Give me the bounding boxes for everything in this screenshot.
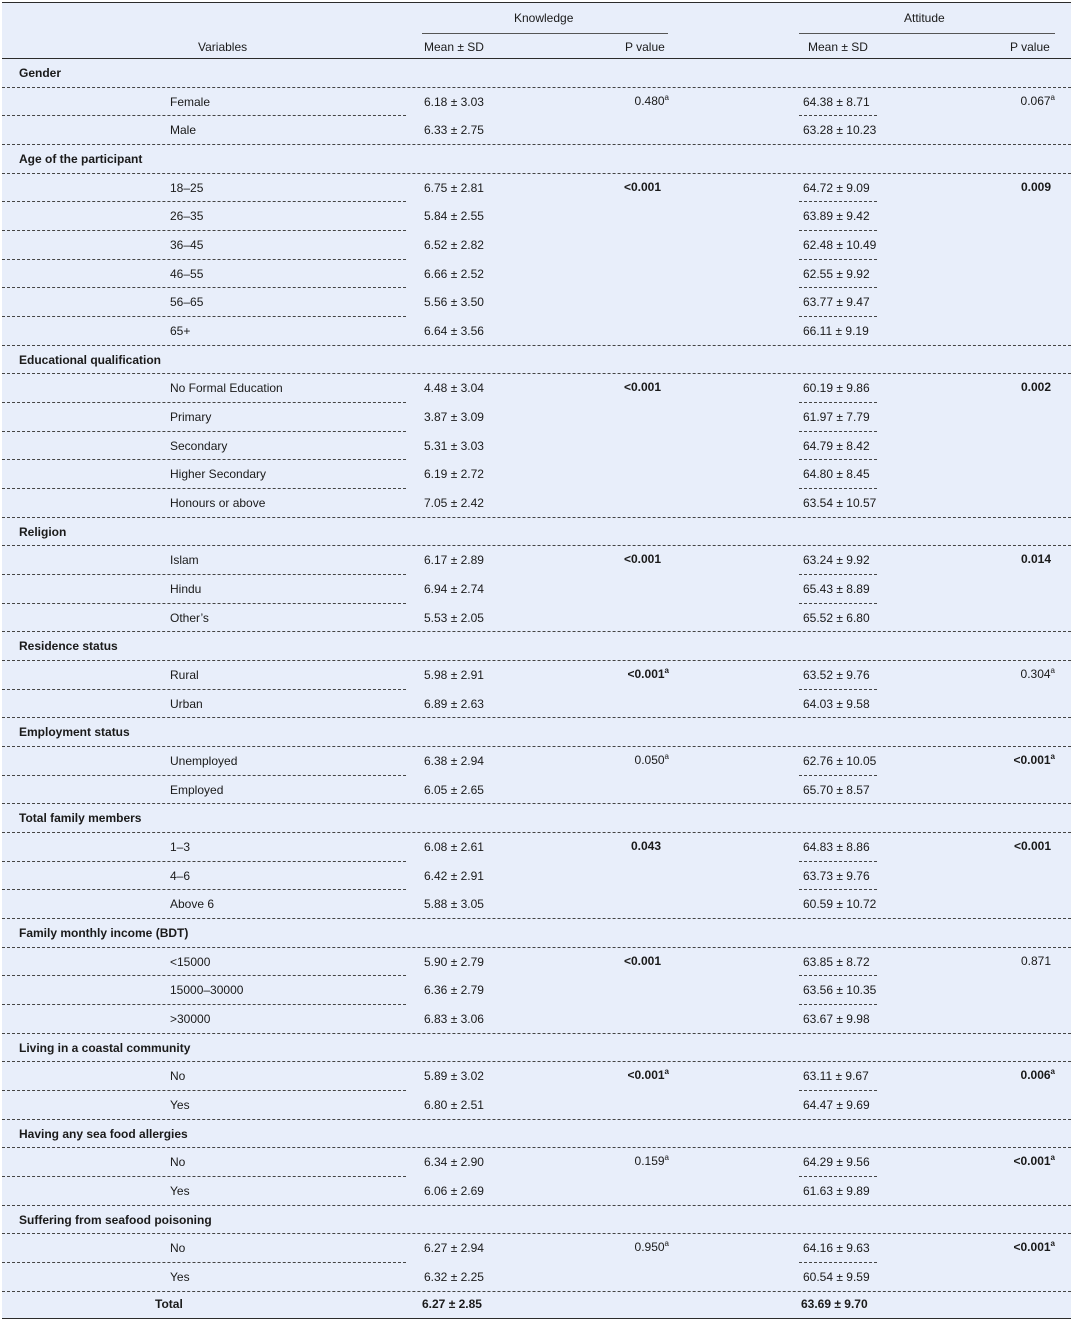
row-label: Urban [170,696,203,711]
knowledge-p-value-footnote: a [664,1239,669,1249]
attitude-p-value-text: <0.001 [1013,1154,1051,1169]
attitude-mean-sd: 63.89 ± 9.42 [803,209,870,224]
attitude-p-value-text: 0.014 [1020,552,1051,567]
attitude-mean-sd: 64.83 ± 8.86 [803,839,870,854]
knowledge-mean-sd: 6.66 ± 2.52 [424,266,484,281]
knowledge-mean-sd: 6.75 ± 2.81 [424,180,484,195]
knowledge-mean-sd: 6.94 ± 2.74 [424,582,484,596]
table-row [2,747,1071,776]
knowledge-mean-sd: 6.64 ± 3.56 [424,324,484,338]
row-label: 46–55 [170,266,204,281]
attitude-mean-sd: 61.63 ± 9.89 [803,1183,870,1198]
attitude-mean-sd: 63.67 ± 9.98 [803,1011,870,1026]
knowledge-mean-sd: 6.19 ± 2.72 [424,467,484,482]
row-label: Hindu [170,582,202,596]
table-row [2,604,1071,633]
attitude-mean-sd: 63.24 ± 9.92 [803,553,870,568]
attitude-p-value-text: <0.001 [1013,1240,1051,1255]
attitude-mean-sd: 63.56 ± 10.35 [803,983,877,998]
header-mean-sd-attitude: Mean ± SD [808,40,868,54]
knowledge-p-value-footnote: a [664,92,669,102]
row-label: No [170,1241,186,1256]
attitude-mean-sd: 63.11 ± 9.67 [803,1069,869,1084]
knowledge-p-value [635,753,669,767]
group-title: Gender [19,66,62,80]
attitude-mean-sd: 60.19 ± 9.86 [803,381,870,396]
row-label: Yes [170,1183,190,1198]
attitude-mean-sd: 62.48 ± 10.49 [803,237,877,252]
table-body [2,59,1071,1292]
knowledge-p-value-text: <0.001 [623,552,661,567]
attitude-p-value-text: 0.304 [1020,666,1051,681]
table-row [2,489,1071,518]
knowledge-mean-sd: 6.06 ± 2.69 [424,1183,484,1198]
knowledge-mean-sd: 5.84 ± 2.55 [424,209,484,224]
attitude-mean-sd: 63.77 ± 9.47 [803,295,870,310]
table-row [2,661,1071,690]
attitude-mean-sd: 64.72 ± 9.09 [803,180,870,195]
attitude-p-value-text: 0.871 [1020,953,1051,968]
attitude-mean-sd: 63.52 ± 9.76 [803,667,870,682]
knowledge-p-value-footnote: a [664,1153,669,1163]
table-row [2,948,1071,977]
total-row [2,1292,1071,1318]
group-title: Religion [19,524,67,539]
group-title: Family monthly income (BDT) [19,925,189,940]
knowledge-mean-sd: 5.98 ± 2.91 [424,667,484,682]
knowledge-mean-sd: 5.53 ± 2.05 [424,610,484,625]
table-row [2,862,1071,891]
knowledge-p-value [635,1240,669,1254]
knowledge-p-value-footnote: a [664,751,669,761]
group-title: Age of the participant [19,151,143,166]
group-row [2,804,1071,833]
knowledge-mean-sd: 5.31 ± 3.03 [424,438,484,453]
attitude-p-value [1014,753,1056,767]
attitude-p-value [1021,667,1055,681]
group-title: Total family members [19,811,142,826]
row-label: No [170,1155,186,1170]
attitude-p-value-footnote: a [1050,92,1055,102]
group-row [2,518,1071,547]
knowledge-mean-sd: 5.89 ± 3.02 [424,1069,484,1084]
knowledge-mean-sd: 5.90 ± 2.79 [424,954,484,969]
group-title: Educational qualification [19,352,162,367]
table-row [2,260,1071,289]
row-label: 4–6 [170,868,191,883]
knowledge-p-value [624,180,661,194]
total-attitude-mean: 63.69 ± 9.70 [801,1296,868,1311]
attitude-mean-sd: 64.47 ± 9.69 [803,1097,870,1112]
attitude-mean-sd: 64.03 ± 9.58 [803,696,870,711]
table-row [2,1263,1071,1292]
knowledge-p-value-text: <0.001 [623,380,661,395]
table-row [2,374,1071,403]
row-label: 65+ [170,324,191,338]
table-row [2,1005,1071,1034]
row-label: Secondary [170,438,228,453]
group-row [2,632,1071,661]
table-row [2,231,1071,260]
group-title: Suffering from seafood poisoning [19,1212,212,1227]
header-mean-sd-knowledge: Mean ± SD [424,40,484,54]
knowledge-p-value-text: <0.001 [623,953,661,968]
attitude-mean-sd: 63.85 ± 8.72 [803,954,870,969]
attitude-p-value-text: 0.006 [1020,1068,1051,1083]
knowledge-mean-sd: 6.89 ± 2.63 [424,696,484,711]
table-row [2,432,1071,461]
attitude-p-value-text: 0.002 [1020,380,1051,395]
attitude-mean-sd: 62.76 ± 10.05 [803,753,877,768]
knowledge-p-value [631,839,661,853]
knowledge-mean-sd: 6.17 ± 2.89 [424,553,484,568]
total-label: Total [155,1296,183,1311]
header-knowledge: Knowledge [514,11,574,25]
attitude-p-value-footnote: a [1050,1067,1055,1077]
group-row [2,346,1071,375]
row-label: Islam [170,553,199,568]
knowledge-mean-sd: 6.83 ± 3.06 [424,1011,484,1026]
knowledge-mean-sd: 6.05 ± 2.65 [424,782,484,797]
group-title: Residence status [19,639,118,654]
table-row [2,202,1071,231]
group-row [2,59,1071,88]
row-label: Rural [170,667,199,682]
header-p-value-attitude: P value [1010,40,1050,54]
knowledge-mean-sd: 4.48 ± 3.04 [424,381,484,396]
table-row [2,1148,1071,1177]
knowledge-p-value-text: 0.480 [634,93,665,108]
header-p-value-knowledge: P value [625,40,665,54]
header-variables: Variables [198,40,248,54]
knowledge-p-value [635,94,669,108]
attitude-p-value-footnote: a [1050,1239,1055,1249]
attitude-p-value-footnote: a [1050,1153,1055,1163]
row-label: Female [170,94,211,109]
table-row [2,575,1071,604]
attitude-mean-sd: 63.54 ± 10.57 [803,496,877,511]
attitude-mean-sd: 64.29 ± 9.56 [803,1155,870,1170]
attitude-mean-sd: 63.73 ± 9.76 [803,868,870,883]
knowledge-mean-sd: 5.88 ± 3.05 [424,897,484,912]
knowledge-p-value [624,380,661,394]
knowledge-mean-sd: 6.08 ± 2.61 [424,839,484,854]
table-row [2,174,1071,203]
table-row [2,833,1071,862]
attitude-mean-sd: 65.52 ± 6.80 [803,610,870,625]
knowledge-mean-sd: 6.80 ± 2.51 [424,1097,484,1112]
attitude-mean-sd: 61.97 ± 7.79 [803,409,870,424]
knowledge-p-value-text: 0.950 [634,1240,665,1255]
table-row [2,317,1071,346]
attitude-mean-sd: 64.80 ± 8.45 [803,467,870,482]
group-title: Employment status [19,725,130,740]
knowledge-p-value-footnote: a [664,1067,669,1077]
knowledge-p-value [635,1154,669,1168]
group-row [2,919,1071,948]
knowledge-mean-sd: 6.38 ± 2.94 [424,753,484,768]
knowledge-p-value-text: 0.159 [634,1154,665,1169]
knowledge-mean-sd: 6.36 ± 2.79 [424,983,484,998]
row-label: No Formal Education [170,381,283,396]
table-row [2,690,1071,719]
knowledge-mean-sd: 5.56 ± 3.50 [424,295,484,310]
knowledge-mean-sd: 6.18 ± 3.03 [424,94,484,109]
table-row [2,403,1071,432]
knowledge-mean-sd: 6.42 ± 2.91 [424,868,484,883]
table-row [2,88,1071,117]
group-row [2,145,1071,174]
knowledge-p-value [628,667,670,681]
table-row [2,288,1071,317]
knowledge-p-value-text: <0.001 [627,1068,665,1083]
attitude-p-value-text: 0.009 [1020,179,1051,194]
row-label: >30000 [170,1011,211,1026]
row-label: 56–65 [170,295,204,310]
group-title: Living in a coastal community [19,1040,191,1055]
knowledge-p-value-text: <0.001 [627,666,665,681]
knowledge-p-value-text: 0.043 [630,838,661,853]
attitude-mean-sd: 64.79 ± 8.42 [803,438,870,453]
table-row [2,976,1071,1005]
knowledge-p-value-footnote: a [664,665,669,675]
table-row [2,116,1071,145]
row-label: 36–45 [170,237,204,252]
group-title: Having any sea food allergies [19,1126,188,1141]
attitude-mean-sd: 60.54 ± 9.59 [803,1269,870,1284]
attitude-mean-sd: 65.43 ± 8.89 [803,582,870,596]
attitude-p-value-footnote: a [1050,751,1055,761]
attitude-p-value [1021,954,1051,968]
attitude-p-value [1021,552,1051,566]
total-knowledge-mean: 6.27 ± 2.85 [422,1296,482,1311]
row-label: Yes [170,1097,190,1112]
table-row [2,1177,1071,1206]
attitude-p-value-footnote: a [1050,665,1055,675]
table-row [2,776,1071,805]
row-label: Higher Secondary [170,467,267,482]
table-row [2,1234,1071,1263]
row-label: Male [170,123,197,138]
row-label: Employed [170,782,224,797]
knowledge-p-value [628,1068,670,1082]
knowledge-mean-sd: 6.52 ± 2.82 [424,237,484,252]
row-label: Yes [170,1269,190,1284]
attitude-p-value-text: 0.067 [1020,93,1051,108]
group-row [2,1120,1071,1149]
attitude-p-value [1014,1240,1056,1254]
attitude-p-value [1021,94,1055,108]
attitude-mean-sd: 63.28 ± 10.23 [803,123,877,138]
row-label: 26–35 [170,209,204,224]
knowledge-p-value [624,552,661,566]
row-label: No [170,1069,186,1084]
table-row [2,546,1071,575]
knowledge-rule [422,33,668,34]
attitude-mean-sd: 64.38 ± 8.71 [803,94,870,109]
header-attitude: Attitude [904,11,945,25]
attitude-mean-sd: 60.59 ± 10.72 [803,897,877,912]
row-label: 15000–30000 [170,983,244,998]
knowledge-mean-sd: 6.32 ± 2.25 [424,1269,484,1284]
row-label: Other’s [170,610,209,625]
attitude-p-value [1014,839,1051,853]
attitude-p-value-text: <0.001 [1013,752,1051,767]
table-row [2,1062,1071,1091]
attitude-p-value [1021,380,1051,394]
row-label: Above 6 [170,897,215,912]
attitude-mean-sd: 62.55 ± 9.92 [803,266,870,281]
knowledge-p-value [624,954,661,968]
knowledge-mean-sd: 7.05 ± 2.42 [424,496,484,511]
attitude-mean-sd: 64.16 ± 9.63 [803,1241,870,1256]
row-label: <15000 [170,954,211,969]
results-table [2,2,1071,1319]
row-label: Primary [170,409,212,424]
row-label: 1–3 [170,839,191,854]
knowledge-p-value-text: <0.001 [623,179,661,194]
group-row [2,1034,1071,1063]
attitude-rule [799,33,1055,34]
knowledge-mean-sd: 6.33 ± 2.75 [424,123,484,138]
attitude-p-value [1021,180,1051,194]
row-label: Unemployed [170,753,238,768]
attitude-p-value [1014,1154,1056,1168]
knowledge-p-value-text: 0.050 [634,752,665,767]
attitude-mean-sd: 66.11 ± 9.19 [803,324,869,338]
table-row [2,890,1071,919]
knowledge-mean-sd: 6.34 ± 2.90 [424,1155,484,1170]
table-row [2,1091,1071,1120]
row-label: Honours or above [170,496,266,511]
group-row [2,1206,1071,1235]
attitude-p-value [1021,1068,1055,1082]
table-row [2,460,1071,489]
attitude-p-value-text: <0.001 [1013,838,1051,853]
table-header [2,3,1071,59]
knowledge-mean-sd: 6.27 ± 2.94 [424,1241,484,1256]
attitude-mean-sd: 65.70 ± 8.57 [803,782,870,797]
group-row [2,718,1071,747]
knowledge-mean-sd: 3.87 ± 3.09 [424,409,484,424]
row-label: 18–25 [170,180,204,195]
